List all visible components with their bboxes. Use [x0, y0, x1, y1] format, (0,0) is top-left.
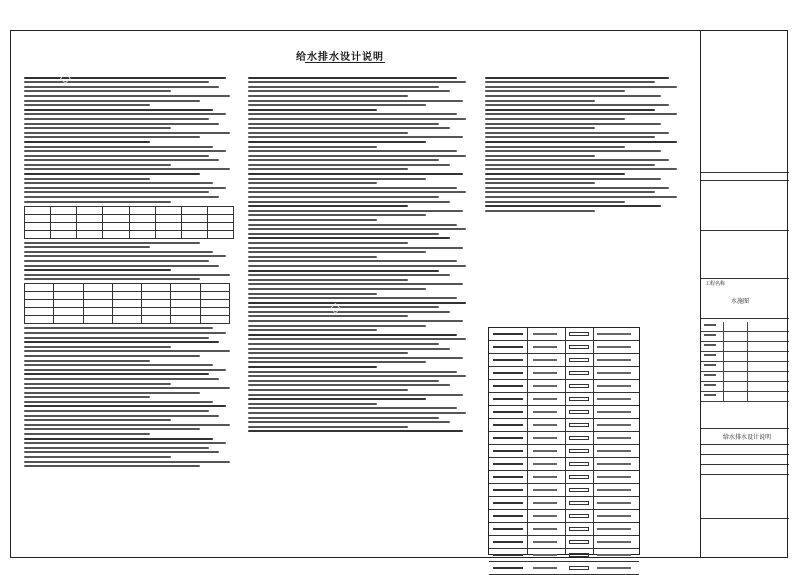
text-line [24, 332, 226, 334]
text-line [24, 182, 213, 184]
legend-row [489, 328, 639, 341]
text-line [24, 465, 200, 467]
text-line [248, 242, 408, 244]
text-line [248, 109, 377, 111]
text-line [485, 191, 655, 193]
text-line [24, 350, 230, 352]
text-line [24, 387, 230, 389]
text-line [248, 233, 439, 235]
text-line [248, 191, 466, 193]
text-line [485, 173, 625, 175]
legend-row [489, 354, 639, 367]
text-line [485, 210, 595, 212]
text-line [248, 228, 466, 230]
text-line [248, 224, 457, 226]
text-line [24, 168, 230, 170]
text-line [248, 352, 408, 354]
text-line [485, 164, 655, 166]
text-line [24, 438, 213, 440]
text-line [248, 407, 457, 409]
text-line [485, 100, 595, 102]
text-line [485, 150, 661, 152]
text-line [248, 274, 450, 276]
text-line [24, 456, 171, 458]
text-line [248, 205, 408, 207]
text-line [248, 141, 426, 143]
legend-row [489, 549, 639, 562]
text-line [248, 412, 466, 414]
text-line [248, 201, 450, 203]
text-line [24, 123, 219, 125]
text-line [24, 132, 230, 134]
text-line [248, 270, 439, 272]
text-line [248, 361, 426, 363]
text-line [485, 109, 655, 111]
text-line [248, 113, 457, 115]
text-line [248, 325, 426, 327]
sign-off-row [701, 372, 789, 382]
text-line [24, 433, 150, 435]
text-line [24, 109, 213, 111]
legend-row [489, 445, 639, 458]
sheet-title: 给水排水设计说明 [723, 434, 772, 441]
text-line [248, 394, 463, 396]
text-line [248, 357, 463, 359]
sign-off-row [701, 362, 789, 372]
watermark-mark: ◇ [60, 70, 71, 86]
text-line [485, 90, 625, 92]
text-line [248, 104, 426, 106]
text-line [248, 256, 377, 258]
text-line [24, 274, 230, 276]
text-line [248, 150, 457, 152]
text-line [248, 164, 450, 166]
text-line [248, 306, 439, 308]
text-line [24, 159, 219, 161]
legend-row [489, 341, 639, 354]
text-line [248, 247, 463, 249]
sign-off-row [701, 332, 789, 342]
legend-table [488, 327, 640, 555]
sign-off-row [701, 382, 789, 392]
text-line [24, 77, 226, 79]
text-line [485, 168, 677, 170]
text-line [248, 123, 439, 125]
text-line [248, 95, 408, 97]
sign-off-row [701, 392, 789, 402]
text-line [248, 182, 377, 184]
text-line [485, 123, 661, 125]
text-line [485, 86, 677, 88]
text-line [24, 419, 171, 421]
legend-row [489, 419, 639, 432]
text-line [248, 334, 457, 336]
text-line [248, 159, 439, 161]
text-line [485, 118, 625, 120]
text-line [248, 155, 466, 157]
data-table [24, 283, 230, 324]
text-line [248, 293, 377, 295]
text-line [24, 173, 200, 175]
text-line [248, 311, 450, 313]
text-line [24, 178, 150, 180]
text-line [24, 90, 171, 92]
text-line [248, 173, 463, 175]
text-line [248, 343, 439, 345]
text-line [248, 380, 439, 382]
text-line [485, 127, 595, 129]
text-line [248, 389, 408, 391]
text-line [24, 278, 200, 280]
text-line [248, 384, 450, 386]
text-line [485, 196, 677, 198]
text-line [24, 360, 150, 362]
text-line [248, 251, 426, 253]
text-line [485, 182, 595, 184]
legend-row [489, 523, 639, 536]
text-line [485, 95, 661, 97]
text-line [248, 178, 426, 180]
text-line [24, 242, 200, 244]
text-line [248, 168, 408, 170]
sign-off-grid [701, 322, 789, 402]
title-underline [305, 62, 385, 63]
text-line [485, 159, 669, 161]
text-line [248, 146, 377, 148]
legend-row [489, 458, 639, 471]
legend-row [489, 536, 639, 549]
text-line [248, 348, 450, 350]
text-line [24, 369, 226, 371]
text-line [248, 118, 466, 120]
sign-off-row [701, 352, 789, 362]
legend-row [489, 497, 639, 510]
text-line [248, 430, 463, 432]
text-line [24, 100, 200, 102]
legend-row [489, 562, 639, 575]
text-column-2 [248, 74, 470, 435]
text-line [24, 127, 171, 129]
text-line [248, 132, 408, 134]
text-line [248, 426, 408, 428]
text-column-3 [485, 74, 685, 214]
text-line [485, 81, 655, 83]
text-line [24, 355, 200, 357]
text-line [248, 371, 457, 373]
text-line [248, 279, 408, 281]
text-line [485, 113, 677, 115]
document-title: 给水排水设计说明 [296, 52, 384, 63]
legend-row [489, 471, 639, 484]
text-line [485, 77, 669, 79]
text-line [24, 447, 209, 449]
text-line [248, 320, 463, 322]
text-line [485, 146, 625, 148]
text-line [24, 442, 226, 444]
text-line [248, 265, 466, 267]
legend-row [489, 406, 639, 419]
text-line [248, 187, 457, 189]
text-line [248, 366, 377, 368]
project-name-label: 工程名称 [705, 281, 726, 287]
text-line [248, 100, 463, 102]
text-line [24, 451, 219, 453]
text-line [485, 104, 669, 106]
watermark-mark: ◇ [330, 300, 341, 316]
text-line [248, 338, 466, 340]
text-line [24, 383, 171, 385]
text-line [24, 196, 219, 198]
text-line [24, 461, 230, 463]
text-line [24, 392, 200, 394]
text-line [24, 113, 226, 115]
text-line [24, 341, 219, 343]
text-line [24, 164, 171, 166]
text-line [24, 136, 200, 138]
sign-off-row [701, 342, 789, 352]
text-line [24, 251, 213, 253]
text-line [248, 421, 450, 423]
title-block [700, 30, 789, 558]
text-line [248, 403, 377, 405]
text-line [248, 329, 377, 331]
text-line [24, 81, 209, 83]
text-line [248, 210, 463, 212]
text-line [24, 187, 226, 189]
text-line [24, 378, 219, 380]
text-line [24, 265, 219, 267]
text-line [24, 346, 171, 348]
text-line [24, 415, 219, 417]
text-line [24, 269, 171, 271]
text-column-1 [24, 74, 234, 470]
text-line [24, 118, 209, 120]
text-line [248, 214, 426, 216]
text-line [248, 136, 463, 138]
text-line [24, 150, 226, 152]
text-line [485, 132, 669, 134]
text-line [248, 86, 439, 88]
text-line [485, 201, 625, 203]
text-line [24, 327, 213, 329]
text-line [248, 283, 463, 285]
text-line [248, 315, 408, 317]
text-line [24, 373, 209, 375]
text-line [24, 141, 150, 143]
text-line [24, 146, 213, 148]
text-line [485, 178, 661, 180]
text-line [248, 398, 426, 400]
text-line [485, 205, 661, 207]
legend-row [489, 432, 639, 445]
text-line [24, 191, 209, 193]
text-line [24, 246, 150, 248]
text-line [248, 90, 450, 92]
text-line [24, 260, 209, 262]
text-line [24, 337, 209, 339]
text-line [248, 81, 466, 83]
text-line [24, 428, 200, 430]
text-line [485, 187, 669, 189]
text-line [248, 127, 450, 129]
legend-row [489, 510, 639, 523]
sign-off-row [701, 322, 789, 332]
drawing-name: 水施图 [731, 298, 750, 305]
legend-row [489, 484, 639, 497]
text-line [24, 255, 226, 257]
text-line [485, 136, 655, 138]
text-line [24, 201, 171, 203]
legend-row [489, 380, 639, 393]
text-line [248, 237, 450, 239]
legend-row [489, 367, 639, 380]
text-line [24, 364, 213, 366]
text-line [248, 417, 439, 419]
text-line [24, 155, 209, 157]
data-table [24, 206, 234, 239]
text-line [24, 424, 230, 426]
text-line [24, 401, 213, 403]
text-line [24, 104, 150, 106]
text-line [248, 196, 439, 198]
text-line [24, 396, 150, 398]
text-line [248, 297, 457, 299]
text-line [485, 141, 677, 143]
text-line [248, 219, 377, 221]
text-line [485, 155, 595, 157]
text-line [24, 410, 209, 412]
text-line [248, 302, 466, 304]
text-line [248, 288, 426, 290]
text-line [248, 77, 457, 79]
text-line [24, 405, 226, 407]
text-line [248, 260, 457, 262]
text-line [248, 375, 466, 377]
legend-row [489, 393, 639, 406]
text-line [24, 86, 219, 88]
text-line [24, 95, 230, 97]
